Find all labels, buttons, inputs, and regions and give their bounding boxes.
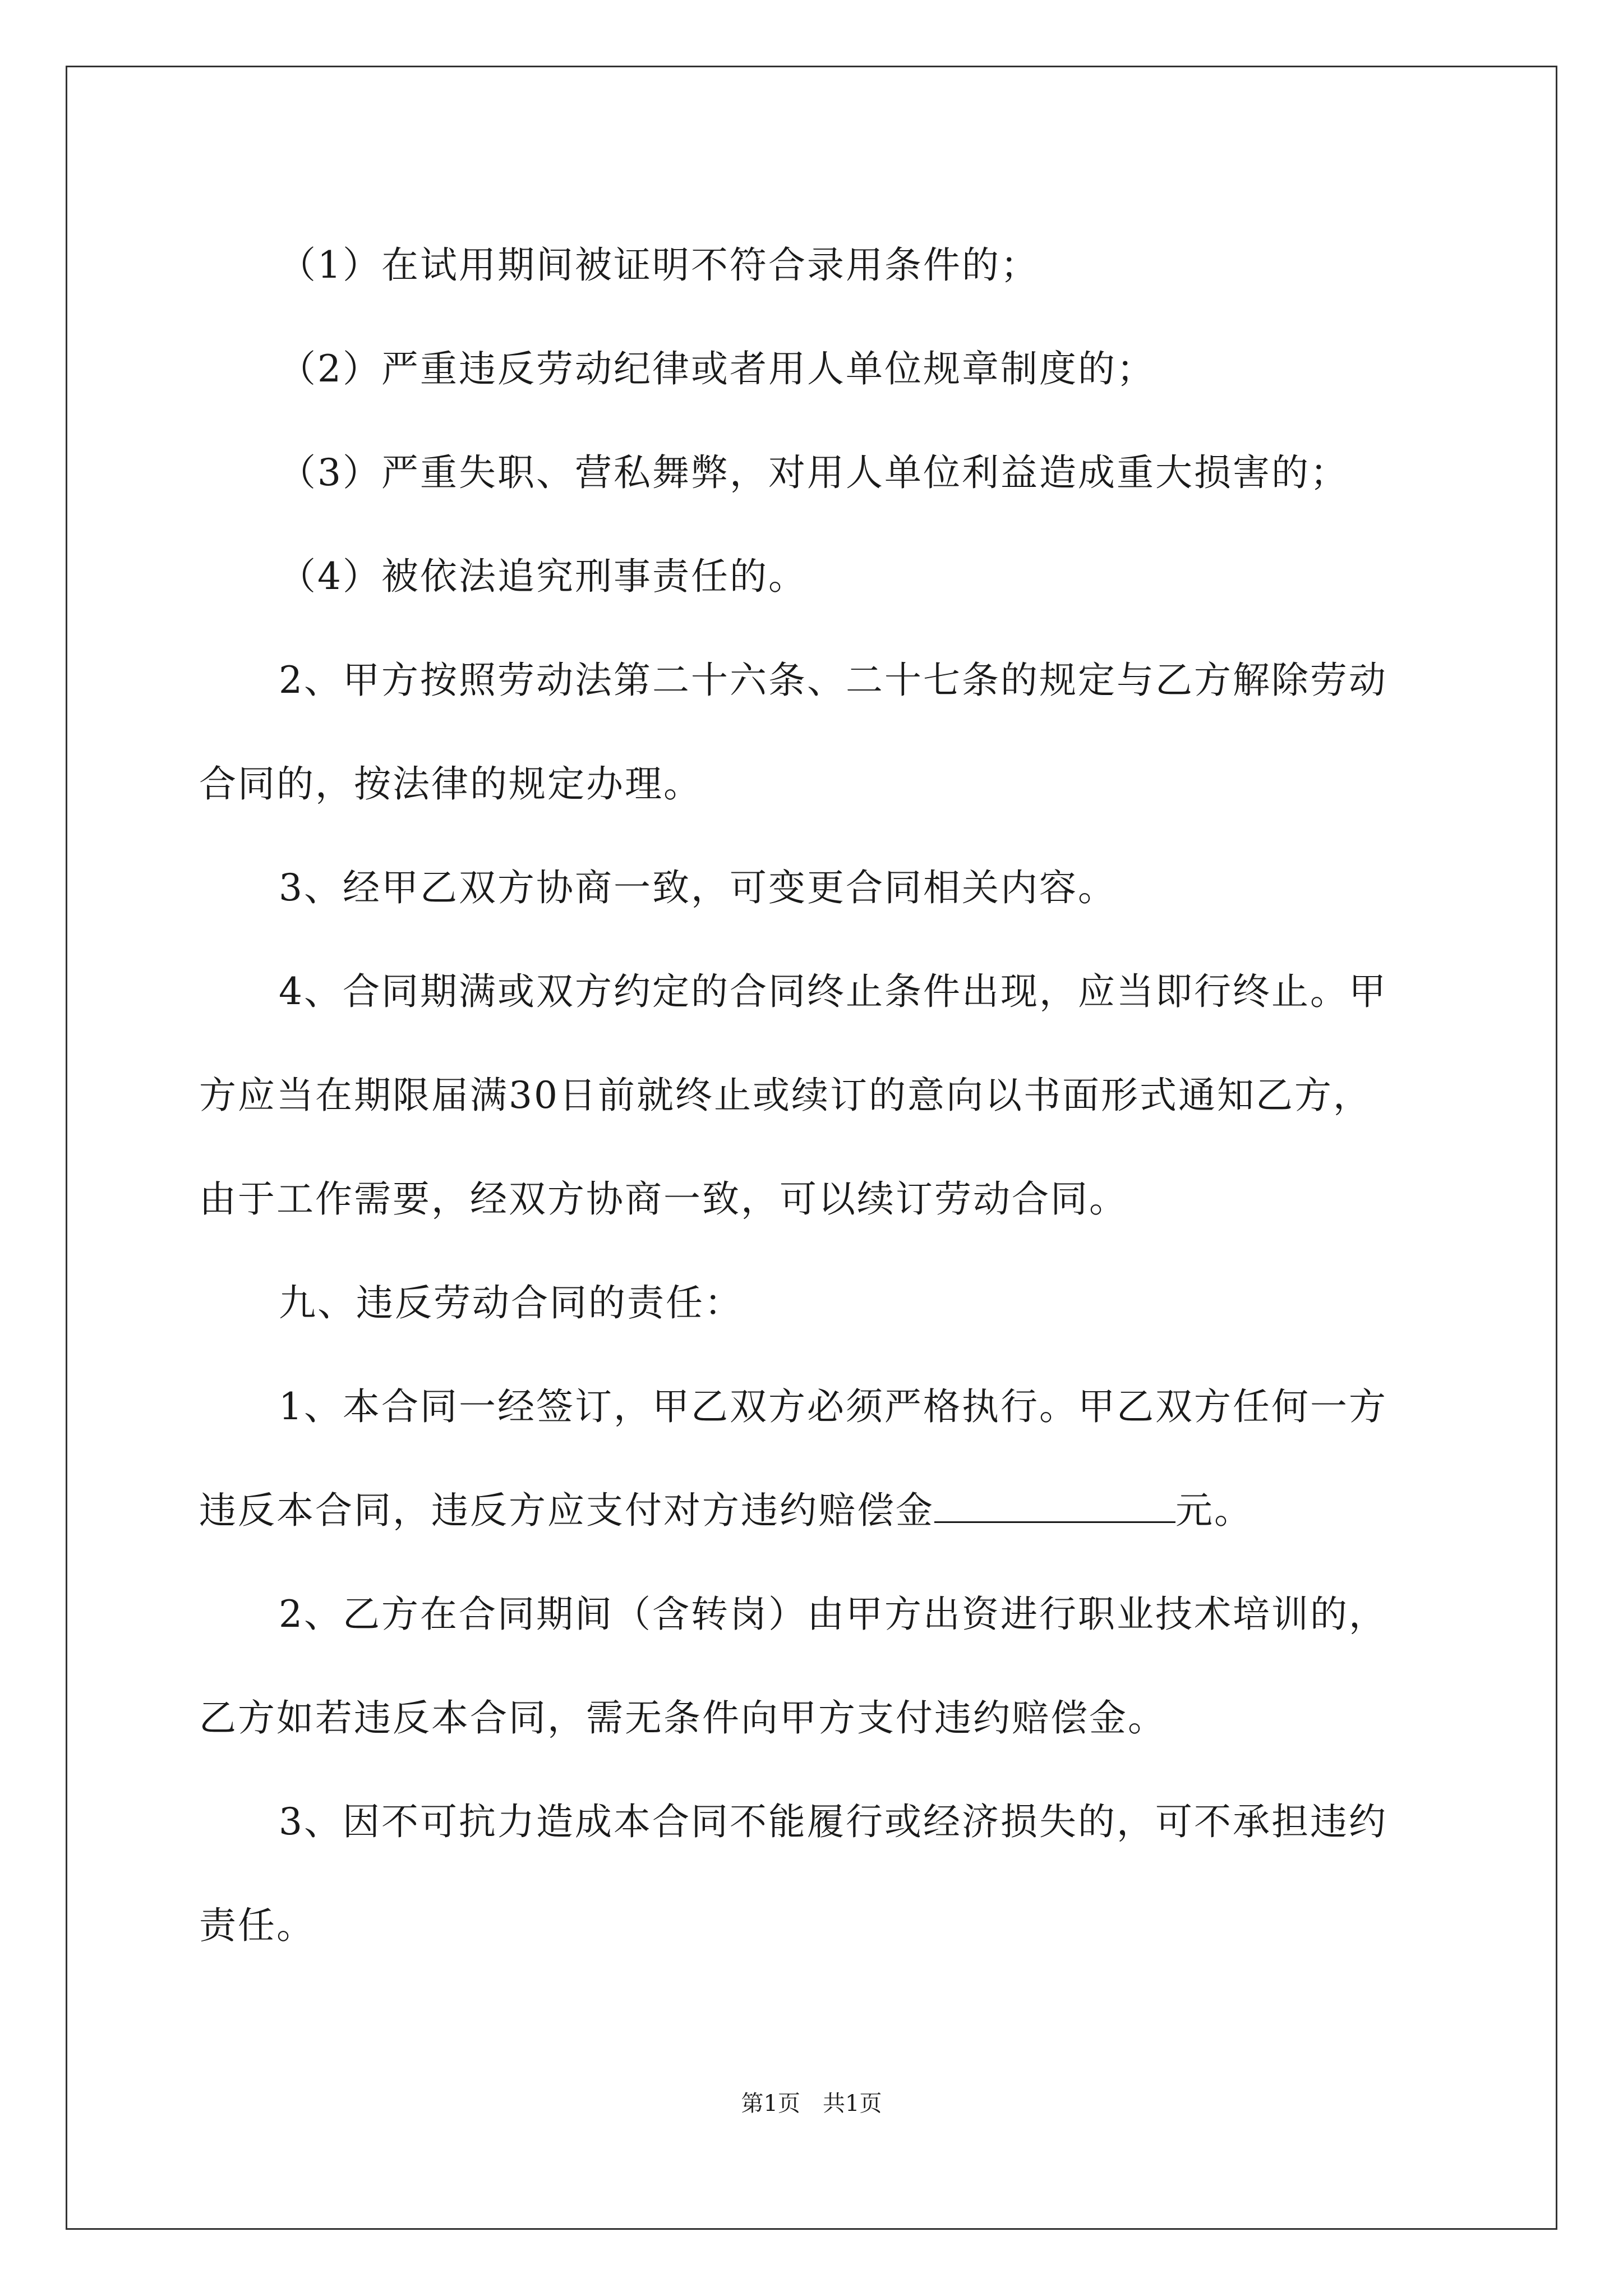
clause-1-item-2: （2）严重违反劳动纪律或者用人单位规章制度的； bbox=[279, 347, 1155, 390]
penalty-suffix: 元。 bbox=[1175, 1489, 1253, 1532]
page-number-footer: 第1页 共1页 bbox=[741, 2091, 882, 2116]
clause-4-line-3: 由于工作需要，经双方协商一致，可以续订劳动合同。 bbox=[199, 1177, 1128, 1221]
section-9-clause-3-line-2: 责任。 bbox=[199, 1904, 315, 1947]
penalty-text: 违反本合同，违反方应支付对方违约赔偿金 bbox=[199, 1489, 934, 1532]
section-9-heading: 九、违反劳动合同的责任： bbox=[279, 1281, 743, 1324]
section-9-clause-2-line-1: 2、乙方在合同期间（含转岗）由甲方出资进行职业技术培训的， bbox=[279, 1593, 1387, 1636]
document-body bbox=[199, 213, 1433, 1977]
clause-1-item-3: （3）严重失职、营私舞弊，对用人单位利益造成重大损害的； bbox=[279, 451, 1349, 494]
section-9-clause-1-line-2 bbox=[199, 1458, 1433, 1562]
clause-2-line-1: 2、甲方按照劳动法第二十六条、二十七条的规定与乙方解除劳动 bbox=[279, 659, 1387, 702]
section-9-clause-3-line-1: 3、因不可抗力造成本合同不能履行或经济损失的，可不承担违约 bbox=[279, 1800, 1387, 1843]
clause-1-item-4: （4）被依法追究刑事责任的。 bbox=[279, 555, 807, 598]
clause-1-item-1: （1）在试用期间被证明不符合录用条件的； bbox=[279, 243, 1039, 287]
clause-3: 3、经甲乙双方协商一致，可变更合同相关内容。 bbox=[279, 866, 1117, 909]
clause-4-line-2: 方应当在期限届满30日前就终止或续订的意向以书面形式通知乙方， bbox=[199, 1074, 1372, 1117]
penalty-amount-blank bbox=[934, 1489, 1175, 1523]
section-9-clause-1-line-1: 1、本合同一经签订，甲乙双方必须严格执行。甲乙双方任何一方 bbox=[279, 1385, 1387, 1428]
clause-4-line-1: 4、合同期满或双方约定的合同终止条件出现，应当即行终止。甲 bbox=[279, 970, 1387, 1013]
clause-2-line-2: 合同的，按法律的规定办理。 bbox=[199, 762, 702, 806]
section-9-clause-2-line-2: 乙方如若违反本合同，需无条件向甲方支付违约赔偿金。 bbox=[199, 1696, 1166, 1740]
